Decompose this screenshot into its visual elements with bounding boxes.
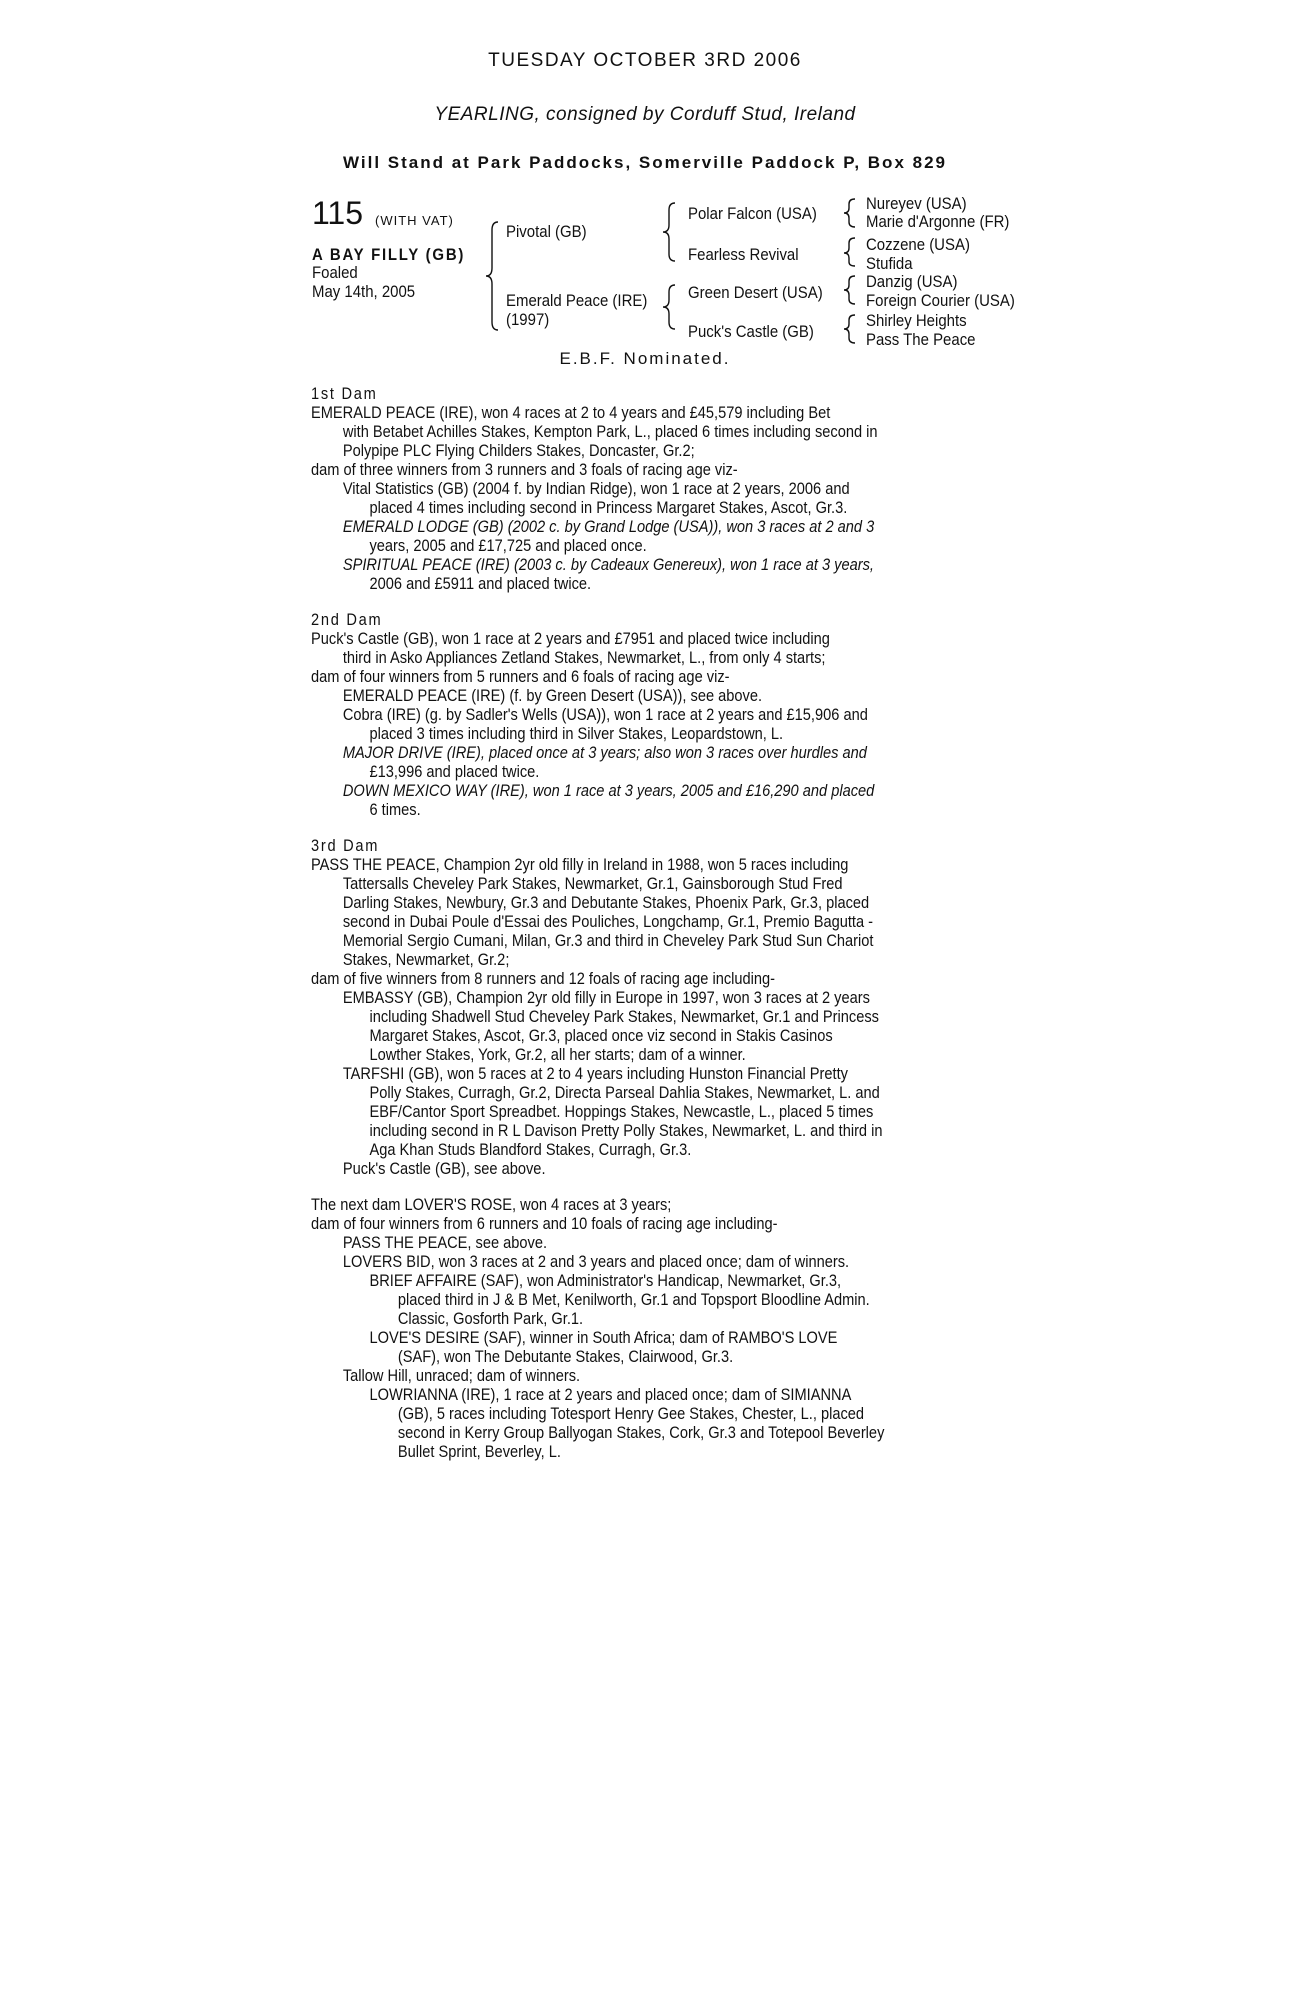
text-line: BRIEF AFFAIRE (SAF), won Administrator's Handicap, Newmarket, Gr.3, (369, 1271, 842, 1290)
text-line: EMERALD LODGE (GB) (2002 c. by Grand Lodge (USA)), won 3 races at 2 and 3 (342, 517, 875, 536)
sire-bracket (663, 203, 675, 261)
text-line: LOVE'S DESIRE (SAF), winner in South Africa; dam of RAMBO'S LOVE (369, 1328, 838, 1347)
pedigree-notes (311, 384, 1001, 1478)
pedigree-dam-sire: Green Desert (USA) (688, 283, 823, 302)
text-line: second in Kerry Group Ballyogan Stakes, Cork, Gr.3 and Totepool Beverley (397, 1423, 885, 1442)
text-line: including second in R L Davison Pretty Polly Stakes, Newmarket, L. and third in (369, 1121, 883, 1140)
text-line: (GB), 5 races including Totesport Henry Gee Stakes, Chester, L., placed (397, 1404, 865, 1423)
pedigree-sdd: Stufida (866, 254, 913, 273)
text-line: Bullet Sprint, Beverley, L. (397, 1442, 561, 1461)
text-line: Puck's Castle (GB), won 1 race at 2 years and £7951 and placed twice including (311, 629, 830, 648)
pedigree-dds: Shirley Heights (866, 311, 967, 330)
section-heading: 2nd Dam (311, 610, 383, 629)
text-line: with Betabet Achilles Stakes, Kempton Park, L., placed 6 times including second in (342, 422, 878, 441)
text-line: SPIRITUAL PEACE (IRE) (2003 c. by Cadeaux Genereux), won 1 race at 3 years, (342, 555, 874, 574)
text-line: PASS THE PEACE, Champion 2yr old filly in Ireland in 1988, won 5 races including (311, 855, 849, 874)
text-line: dam of three winners from 3 runners and 3 foals of racing age viz- (311, 460, 738, 479)
section-heading: 3rd Dam (311, 836, 380, 855)
text-line: Darling Stakes, Newbury, Gr.3 and Debutante Stakes, Phoenix Park, Gr.3, placed (342, 893, 870, 912)
first-dam-section (311, 384, 999, 593)
text-line: EMERALD PEACE (IRE), won 4 races at 2 to 4 years and £45,579 including Bet (311, 403, 831, 422)
pedigree-sire-sire: Polar Falcon (USA) (688, 204, 817, 223)
text-line: years, 2005 and £17,725 and placed once. (369, 536, 647, 555)
text-line: TARFSHI (GB), won 5 races at 2 to 4 years including Hunston Financial Pretty (342, 1064, 848, 1083)
pedigree-sire-dam: Fearless Revival (688, 245, 799, 264)
text-line: 2006 and £5911 and placed twice. (369, 574, 592, 593)
sd-bracket (844, 238, 855, 266)
text-line: LOVERS BID, won 3 races at 2 and 3 years and placed once; dam of winners. (342, 1252, 850, 1271)
text-line: Polly Stakes, Curragh, Gr.2, Directa Parseal Dahlia Stakes, Newmarket, L. and (369, 1083, 880, 1102)
dam-bracket (663, 285, 675, 329)
pedigree-dsd: Foreign Courier (USA) (866, 291, 1015, 310)
foaled-date: May 14th, 2005 (312, 282, 416, 301)
text-line: 6 times. (369, 800, 421, 819)
pedigree-ddd: Pass The Peace (866, 330, 976, 349)
ds-bracket (844, 276, 855, 304)
pedigree-ssd: Marie d'Argonne (FR) (866, 212, 1010, 231)
text-line: Aga Khan Studs Blandford Stakes, Curragh, Gr.3. (369, 1140, 692, 1159)
text-line: EMERALD PEACE (IRE) (f. by Green Desert (USA)), see above. (342, 686, 763, 705)
text-line: third in Asko Appliances Zetland Stakes, Newmarket, L., from only 4 starts; (342, 648, 826, 667)
text-line: placed third in J & B Met, Kenilworth, Gr.1 and Topsport Bloodline Admin. (397, 1290, 870, 1309)
third-dam-section (311, 836, 999, 1178)
lot-vat-note: (WITH VAT) (375, 213, 454, 228)
text-line: EMBASSY (GB), Champion 2yr old filly in Europe in 1997, won 3 races at 2 years (342, 988, 870, 1007)
text-line: LOWRIANNA (IRE), 1 race at 2 years and placed once; dam of SIMIANNA (369, 1385, 852, 1404)
foaled-label: Foaled (312, 263, 358, 282)
text-line: Classic, Gosforth Park, Gr.1. (397, 1309, 584, 1328)
text-line: Lowther Stakes, York, Gr.2, all her starts; dam of a winner. (369, 1045, 746, 1064)
pedigree-sire: Pivotal (GB) (506, 222, 587, 241)
text-line: The next dam LOVER'S ROSE, won 4 races at 3 years; (311, 1195, 672, 1214)
text-line: placed 3 times including third in Silver Stakes, Leopardstown, L. (369, 724, 784, 743)
text-line: Memorial Sergio Cumani, Milan, Gr.3 and third in Cheveley Park Stud Sun Chariot (342, 931, 874, 950)
text-line: placed 4 times including second in Princess Margaret Stakes, Ascot, Gr.3. (369, 498, 848, 517)
text-line: Tallow Hill, unraced; dam of winners. (342, 1366, 581, 1385)
dd-bracket (844, 315, 855, 343)
text-line: Vital Statistics (GB) (2004 f. by Indian Ridge), won 1 race at 2 years, 2006 and (342, 479, 850, 498)
text-line: Puck's Castle (GB), see above. (342, 1159, 546, 1178)
pedigree-dam-year: (1997) (506, 310, 550, 329)
text-line: Stakes, Newmarket, Gr.2; (342, 950, 510, 969)
pedigree-dss: Danzig (USA) (866, 272, 958, 291)
second-dam-section (311, 610, 999, 819)
text-line: dam of five winners from 8 runners and 12 foals of racing age including- (311, 969, 776, 988)
section-heading: 1st Dam (311, 384, 378, 403)
pedigree-dam: Emerald Peace (IRE) (506, 291, 648, 310)
lot-number: 115 (312, 195, 364, 231)
sale-date: TUESDAY OCTOBER 3RD 2006 (488, 50, 802, 71)
consignor-line: YEARLING, consigned by Corduff Stud, Ireland (434, 104, 856, 125)
stand-location: Will Stand at Park Paddocks, Somerville Paddock P, Box 829 (342, 153, 947, 172)
text-line: including Shadwell Stud Cheveley Park Stakes, Newmarket, Gr.1 and Princess (369, 1007, 879, 1026)
text-line: MAJOR DRIVE (IRE), placed once at 3 years; also won 3 races over hurdles and (342, 743, 867, 762)
pedigree-sss: Nureyev (USA) (866, 194, 967, 213)
text-line: DOWN MEXICO WAY (IRE), won 1 race at 3 years, 2005 and £16,290 and placed (342, 781, 875, 800)
text-line: dam of four winners from 5 runners and 6 foals of racing age viz- (311, 667, 730, 686)
lot-name: A BAY FILLY (GB) (312, 245, 466, 264)
sire-dam-bracket (486, 222, 498, 330)
text-line: Margaret Stakes, Ascot, Gr.3, placed once viz second in Stakis Casinos (369, 1026, 833, 1045)
pedigree-dam-dam: Puck's Castle (GB) (688, 322, 814, 341)
pedigree-sds: Cozzene (USA) (866, 235, 970, 254)
text-line: dam of four winners from 6 runners and 10 foals of racing age including- (311, 1214, 778, 1233)
ebf-nominated: E.B.F. Nominated. (559, 349, 731, 368)
text-line: Cobra (IRE) (g. by Sadler's Wells (USA)), won 1 race at 2 years and £15,906 and (342, 705, 868, 724)
text-line: (SAF), won The Debutante Stakes, Clairwood, Gr.3. (397, 1347, 734, 1366)
text-line: PASS THE PEACE, see above. (342, 1233, 548, 1252)
text-line: Tattersalls Cheveley Park Stakes, Newmarket, Gr.1, Gainsborough Stud Fred (342, 874, 843, 893)
text-line: EBF/Cantor Sport Spreadbet. Hoppings Stakes, Newcastle, L., placed 5 times (369, 1102, 874, 1121)
text-line: second in Dubai Poule d'Essai des Pouliches, Longchamp, Gr.1, Premio Bagutta - (342, 912, 874, 931)
text-line: £13,996 and placed twice. (369, 762, 540, 781)
text-line: Polypipe PLC Flying Childers Stakes, Doncaster, Gr.2; (342, 441, 695, 460)
pedigree-brackets (0, 0, 1290, 400)
next-dam-section (311, 1195, 999, 1461)
ss-bracket (844, 199, 855, 227)
